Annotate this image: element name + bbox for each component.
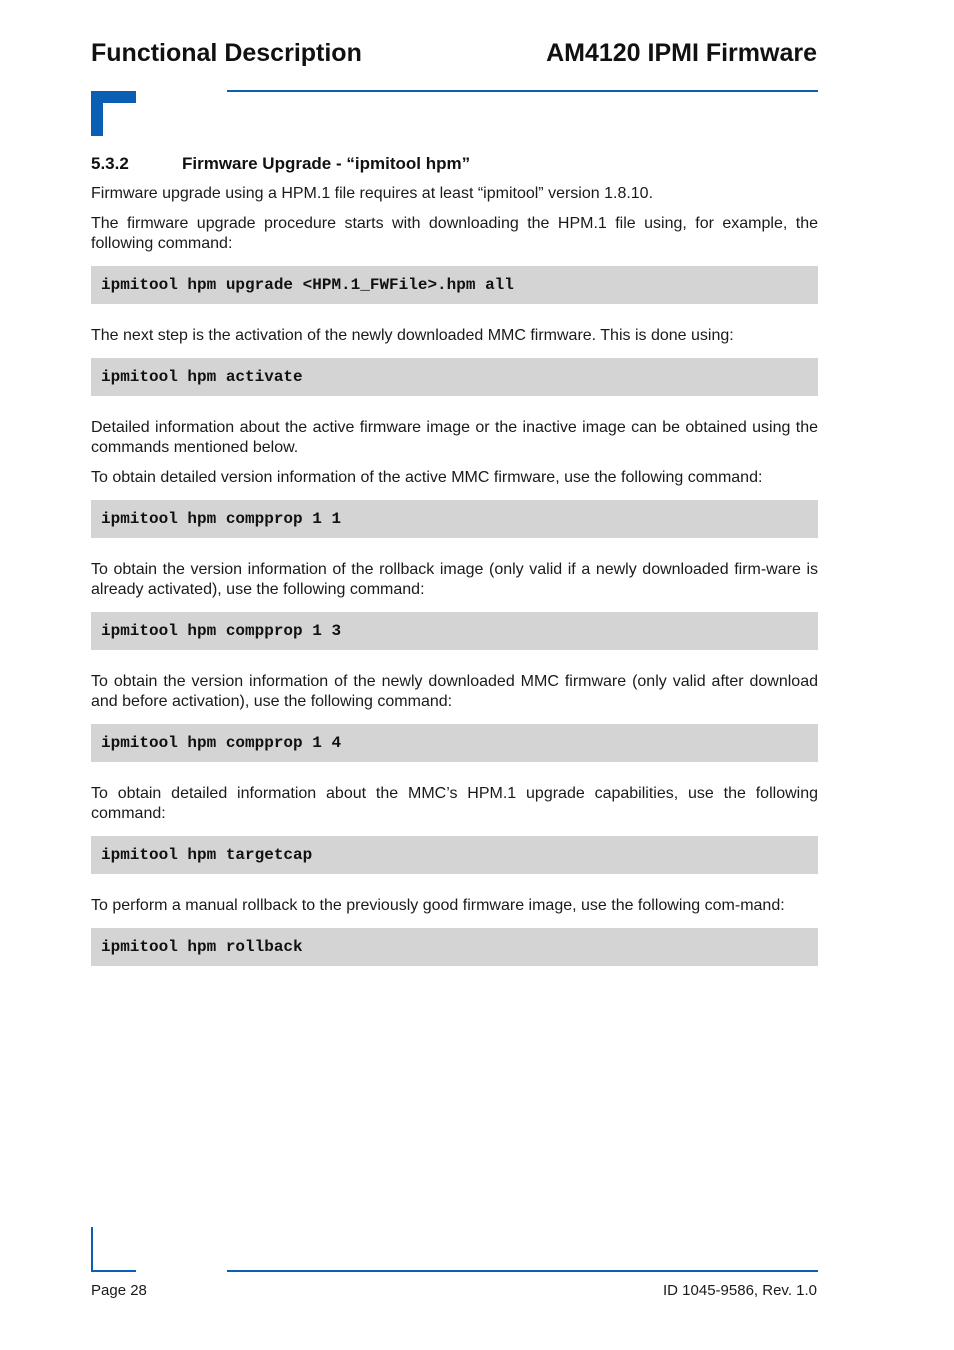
section-number: 5.3.2 (91, 154, 129, 173)
code-block: ipmitool hpm activate (91, 358, 818, 396)
paragraph: The firmware upgrade procedure starts with downloading the HPM.1 file using, for example, the following command: (91, 215, 818, 252)
paragraph: To obtain the version information of the rollback image (only valid if a newly downloaded firm-ware is already activated), use the following command: (91, 561, 818, 598)
corner-bracket-bottom-decoration (91, 1227, 136, 1272)
paragraph: Detailed information about the active firmware image or the inactive image can be obtained using the commands mentioned below. (91, 419, 818, 456)
paragraph: The next step is the activation of the newly downloaded MMC firmware. This is done using: (91, 327, 734, 344)
paragraph: To perform a manual rollback to the previously good firmware image, use the following com-mand: (91, 897, 785, 914)
footer-rule (227, 1270, 818, 1272)
page-number: Page 28 (91, 1282, 147, 1299)
page-content (91, 153, 818, 988)
code-block: ipmitool hpm targetcap (91, 836, 818, 874)
paragraph: To obtain the version information of the newly downloaded MMC firmware (only valid after download and before activation), use the following command: (91, 673, 818, 710)
code-block: ipmitool hpm upgrade <HPM.1_FWFile>.hpm all (91, 266, 818, 304)
section-title: Firmware Upgrade - “ipmitool hpm” (182, 154, 471, 173)
corner-bracket-top-decoration (91, 91, 136, 136)
document-id: ID 1045-9586, Rev. 1.0 (663, 1282, 817, 1299)
code-block: ipmitool hpm compprop 1 4 (91, 724, 818, 762)
paragraph: Firmware upgrade using a HPM.1 file requires at least “ipmitool” version 1.8.10. (91, 185, 654, 202)
code-block: ipmitool hpm compprop 1 3 (91, 612, 818, 650)
code-block: ipmitool hpm compprop 1 1 (91, 500, 818, 538)
header-document-title: AM4120 IPMI Firmware (546, 39, 817, 67)
paragraph: To obtain detailed information about the MMC’s HPM.1 upgrade capabilities, use the following command: (91, 785, 818, 822)
section-heading (91, 153, 818, 175)
code-block: ipmitool hpm rollback (91, 928, 818, 966)
header-section-title: Functional Description (91, 39, 362, 67)
header-rule (227, 90, 818, 92)
paragraph: To obtain detailed version information of the active MMC firmware, use the following command: (91, 469, 763, 486)
